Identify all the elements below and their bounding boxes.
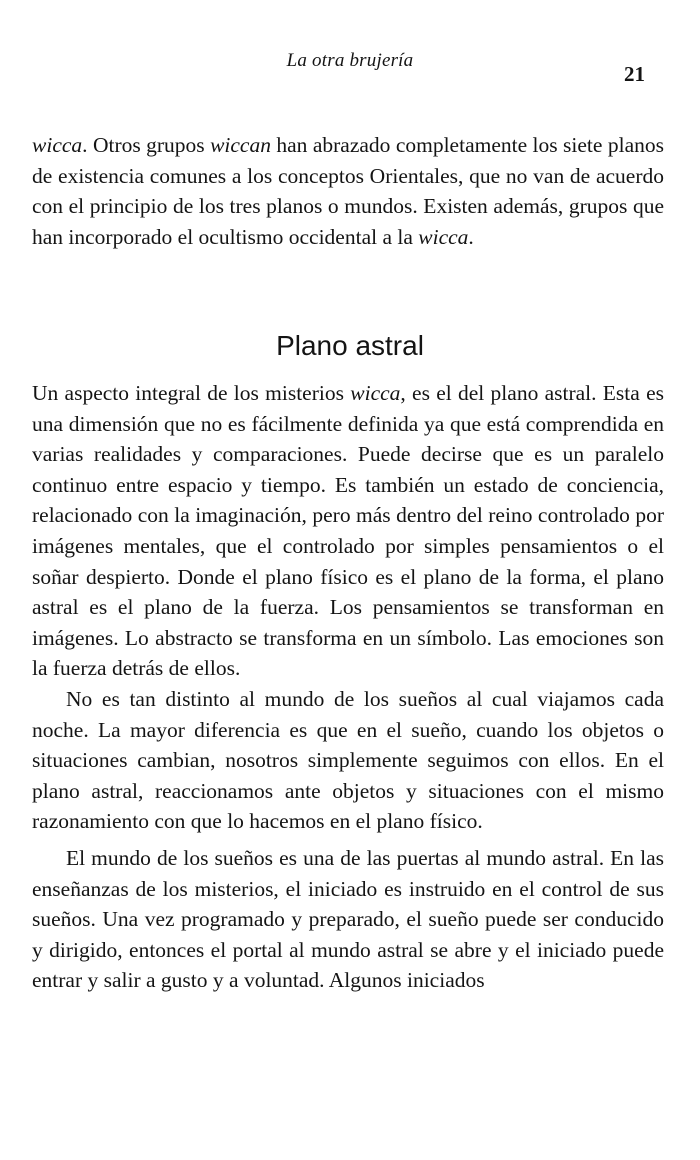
paragraph-1-seg-5: . — [468, 224, 474, 249]
text-block-top — [32, 130, 664, 252]
paragraph-continued — [32, 130, 664, 252]
section-heading: Plano astral — [276, 330, 424, 361]
paragraph-1-seg-1: . Otros grupos — [82, 133, 211, 157]
paragraph-1-seg-2: wiccan — [210, 133, 271, 157]
running-head-title: La otra brujería — [286, 50, 414, 71]
text-block-main — [32, 378, 664, 996]
paragraph-1-seg-3: han abrazado completamente los siete planos de existencia comunes a los conceptos Orientales, que no van de acuerdo con el principio de los tres planos o mundos. Existen además, grupos que han incorporado el ocultismo occidental a la — [32, 133, 664, 249]
paragraph-2-seg-0: Un aspecto integral de los misterios — [32, 381, 351, 405]
paragraph-plano-astral-intro — [32, 378, 664, 684]
paragraph-2-seg-1: wicca — [350, 381, 401, 405]
paragraph-1-seg-0: wicca — [32, 133, 83, 157]
paragraph-1-seg-4: wicca — [418, 224, 469, 249]
paragraph-dream-portal: El mundo de los sueños es una de las puertas al mundo astral. En las enseñanzas de los misterios, el iniciado es instruido en el control de sus sueños. Una vez programado y preparado, el sueño puede ser conducido y dirigido, entonces el portal al mundo astral se abre y el iniciado puede entrar y salir a gusto y a voluntad. Algunos iniciados — [32, 845, 664, 993]
page-number: 21 — [624, 62, 645, 86]
paragraph-2-seg-2: , es el del plano astral. Esta es una dimensión que no es fácilmente definida ya que está comprendida en varias realidades y comparaciones. Puede decirse que es un paralelo continuo entre espacio y tiempo. Es también un estado de conciencia, relacionado con la imaginación, pero más dentro del reino controlado por imágenes mentales, que el controlado por simples pensamientos o el soñar despierto. Donde el plano físico es el plano de la forma, el plano astral es el plano de la fuerza. Los pensamientos se transforman en imágenes. Lo abstracto se transforma en un símbolo. Las emociones son la fuerza detrás de ellos. — [32, 381, 664, 681]
paragraph-dream-world: No es tan distinto al mundo de los sueños al cual viajamos cada noche. La mayor diferencia es que en el sueño, cuando los objetos o situaciones cambian, nosotros simplemente seguimos con ellos. En el plano astral, reaccionamos ante objetos y situaciones con el mismo razonamiento con que lo hacemos en el plano físico. — [32, 686, 664, 834]
